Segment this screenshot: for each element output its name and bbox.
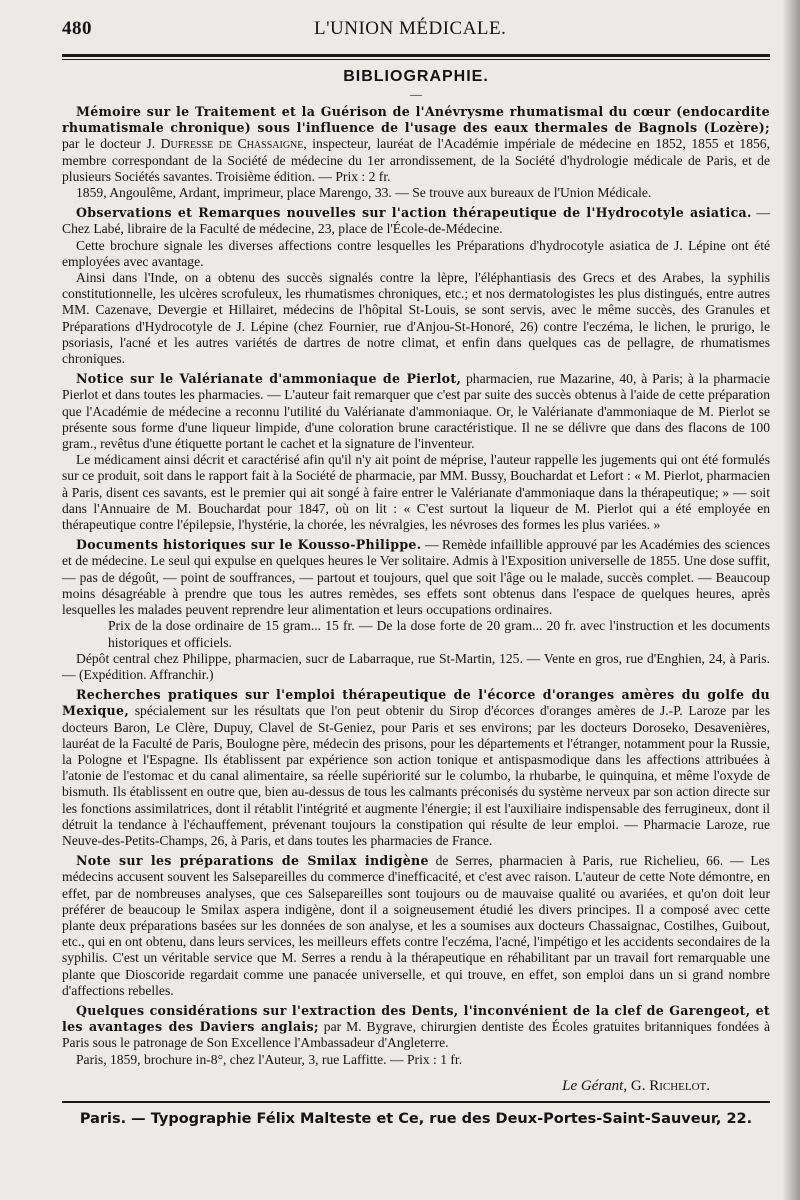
entry-depot: Dépôt central chez Philippe, pharmacien, sucr de Labarraque, rue St-Martin, 125. — Vente en gros, rue d'Enghien, 24, à Paris. — (Expédition. Affranchir.) [62, 650, 770, 682]
bibliography-entry [62, 371, 770, 533]
bibliography-entry [62, 537, 770, 683]
entry-title: Notice sur le Valérianate d'ammoniaque de Pierlot, [76, 371, 462, 387]
entry-paragraph [62, 371, 770, 452]
entry-body: — Remède infaillible approuvé par les Académies des sciences et de médecine. Le seul qui expulse en quelques heures le Ver solitaire. Admis à l'Exposition universelle de 1855. Une dose suffit, — pas de dégoût, — point de souffrances, — partout et toujours, quel que soit l'âge ou le malade, succès complet. — Beaucoup moins désagréable à prendre que tous les autres remèdes, ses effets sont obtenus dans l'espace de quelques heures, après lesquelles les malades peuvent reprendre leur alimentation et leurs occupations ordinaires. [62, 537, 771, 618]
entry-body: de Serres, pharmacien à Paris, rue Richelieu, 66. — Les médecins accusent souvent les Salsepareilles du commerce d'inefficacité, et c'est avec raison. L'auteur de cette Note démontre, en effet, par de nombreuses analyses, que ces Salsepareilles sont toujours ou de mauvaise qualité ou avariées, et qu'on doit leur préférer de beaucoup le Smilax aspera indigène, dont il a soigneusement étudié les divers principes. Il a composé avec cette plante deux préparations basées sur les données de son analyse, et les a soumises aux docteurs Chassaignac, Costilhes, Guibout, etc., qui en ont obtenu, dans leurs services, les meilleurs effets contre l'eczéma, l'acné, l'impétigo et les accidents secondaires de la syphilis. C'est un véritable service que M. Serres a rendu à la thérapeutique en réhabilitant par un travail fort remarquable une plante que Dioscoride regardait comme une panacée universelle, et qui trouve, en effet, son emploi dans un si grand nombre d'affections rebelles. [62, 853, 770, 998]
entry-paragraph: Cette brochure signale les diverses affections contre lesquelles les Préparations d'hydrocotyle asiatica de J. Lépine ont été employées avec avantage. [62, 237, 770, 269]
page-edge-shadow [782, 0, 800, 1200]
journal-title: L'UNION MÉDICALE. [314, 18, 507, 39]
entry-paragraph [62, 104, 770, 185]
bibliography-entry [62, 1003, 770, 1068]
entry-title: Note sur les préparations de Smilax indigène [76, 853, 429, 869]
footer-rule [62, 1101, 770, 1103]
signature-label: Le Gérant, [562, 1077, 628, 1094]
entry-paragraph: Le médicament ainsi décrit et caractérisé afin qu'il n'y ait point de méprise, l'auteur rappelle les jugements qui ont été formulés sur ce produit, soit dans le rapport fait à la Société de pharmacie, par MM. Bussy, Bouchardat et Lefort : « M. Pierlot, pharmacien à Paris, disent ces savants, est le premier qui ait songé à faire entrer le Valérianate d'ammoniaque dans la thérapeutique; » — soit dans l'Annuaire de M. Bouchardat pour 1847, où on lit : « C'est surtout la liqueur de M. Pierlot qui a été employée en thérapeutique contre l'épilepsie, l'hystérie, la chorée, les névralgies, les névroses des formes les plus variées. » [62, 452, 770, 533]
entry-paragraph [62, 687, 770, 849]
signature [62, 1078, 770, 1095]
header-rule-thin [62, 59, 770, 60]
signature-name: G. Richelot. [630, 1077, 710, 1094]
entry-publisher: 1859, Angoulême, Ardant, imprimeur, place Marengo, 33. — Se trouve aux bureaux de l'Union Médicale. [76, 185, 652, 201]
bibliography-entry [62, 687, 770, 849]
entry-author: J. Dufresse de Chassaigne [146, 136, 304, 152]
running-head [62, 18, 770, 48]
printer-imprint: Paris. — Typographie Félix Malteste et Ce, rue des Deux-Portes-Saint-Sauveur, 22. [79, 1110, 753, 1127]
entry-body: , inspecteur, lauréat de l'Académie impériale de médecine en 1852, 1855 et 1856, membre correspondant de la Société de médecine du 1er arrondissement, de la Société d'hydrologie médicale de Paris, et de plusieurs Sociétés savantes. Troisième édition. — Prix : 2 fr. [62, 136, 770, 184]
entry-title: Documents historiques sur le Kousso-Philippe. [76, 537, 422, 553]
entry-body: — Chez Labé, libraire de la Faculté de médecine, 23, place de l'École-de-Médecine. [62, 205, 770, 237]
entry-title: Observations et Remarques nouvelles sur l'action thérapeutique de l'Hydrocotyle asiatica. [76, 205, 752, 221]
entry-paragraph [62, 853, 770, 999]
entry-title: Recherches pratiques sur l'emploi thérapeutique de l'écorce d'oranges amères du golfe du Mexique, [62, 687, 770, 719]
entry-price: Prix de la dose ordinaire de 15 gram... 15 fr. — De la dose forte de 20 gram... 20 fr. avec l'instruction et les documents historiques et officiels. [108, 618, 770, 650]
entry-paragraph [62, 1003, 770, 1052]
page-number: 480 [62, 18, 92, 39]
entry-body: spécialement sur les résultats que l'on peut obtenir du Sirop d'écorces d'oranges amères de J.-P. Laroze par les docteurs Baron, Le Clère, Dupuy, Clavel de St-Geniez, pour Paris et ses environs; par les docteurs Doroseko, Desavenières, lauréat de la Faculté de Paris, Boulogne père, médecin des prisons, pour les départements et l'étranger, notamment pour la Russie, la Pologne et l'Espagne. Ils établissent par expérience son action tonique et antispasmodique dans les affections attribuées à l'atonie de l'estomac et du canal alimentaire, sa réelle supériorité sur le columbo, la rhubarbe, le quinquina, et même l'oxyde de bismuth. Ils établissent en outre que, bien au-dessus de tous les calmants préconisés du système nerveux par son action directe sur les fonctions assimilatrices, dont il rétablit l'intégrité et augmente l'énergie; il est l'auxiliaire indispensable des ferrugineux, dont il détruit la tendance à l'échauffement, prévenant toujours la constipation qui résulte de leur emploi. — Pharmacie Laroze, rue Neuve-des-Petits-Champs, 26, à Paris, et dans toutes les pharmacies de France. [62, 703, 770, 848]
bibliography-entry [62, 104, 770, 201]
entry-title: Quelques considérations sur l'extraction des Dents, l'inconvénient de la clef de Garengeot, et les avantages des Daviers anglais; [62, 1002, 770, 1035]
bibliography-entry [62, 205, 770, 367]
entry-title: Mémoire sur le Traitement et la Guérison de l'Anévrysme rhumatismal du cœur (endocardite rhumatismale chronique) sous l'influence de l'usage des eaux thermales de Bagnols (Lozère); [62, 104, 770, 136]
entry-body: par M. Bygrave, chirurgien dentiste des Écoles gratuites britanniques fondées à Paris sous le patronage de Son Excellence l'Ambassadeur d'Angleterre. [62, 1019, 770, 1051]
bibliography-entry [62, 853, 770, 999]
entry-author-prefix: par le docteur [62, 136, 141, 152]
section-title: BIBLIOGRAPHIE. [343, 68, 489, 85]
entry-paragraph [62, 205, 770, 237]
entry-publisher: Paris, 1859, brochure in-8°, chez l'Auteur, 3, rue Laffitte. — Prix : 1 fr. [76, 1051, 463, 1067]
entry-paragraph: Ainsi dans l'Inde, on a obtenu des succès signalés contre la lèpre, l'éléphantiasis des Grecs et des Arabes, la syphilis constitutionnelle, les ulcères scrofuleux, les rhumatismes chroniques, etc.; et nos dermatologistes les plus distingués, entre autres MM. Cazenave, Devergie et Hillairet, médecins de l'hôpital St-Louis, se sont servis, avec le même succès, des Granules et Préparations d'Hydrocotyle de J. Lépine (chez Fournier, rue d'Anjou-St-Honoré, 26) contre l'eczéma, le lichen, le prurigo, le psoriasis, l'acné et les autres variétés de dartres de notre climat, et enfin dans quelques cas de pellagre, de rhumatismes chroniques. [62, 270, 770, 367]
header-rule [62, 54, 770, 57]
entry-body: pharmacien, rue Mazarine, 40, à Paris; à la pharmacie Pierlot et dans toutes les pharmacies. — L'auteur fait remarquer que c'est par suite des succès obtenus à l'aide de cette préparation que l'Académie de médecine a reconnu l'utilité du Valérianate d'ammoniaque. Or, le Valérianate d'ammoniaque de M. Pierlot se présente sous forme d'une liqueur limpide, d'une coloration brune caractéristique. Il ne se délivre que dans des flacons de 100 gram., revêtus d'une étiquette portant le cachet et la signature de l'inventeur. [62, 371, 770, 452]
entry-paragraph [62, 537, 770, 618]
section-separator: — [410, 87, 422, 101]
